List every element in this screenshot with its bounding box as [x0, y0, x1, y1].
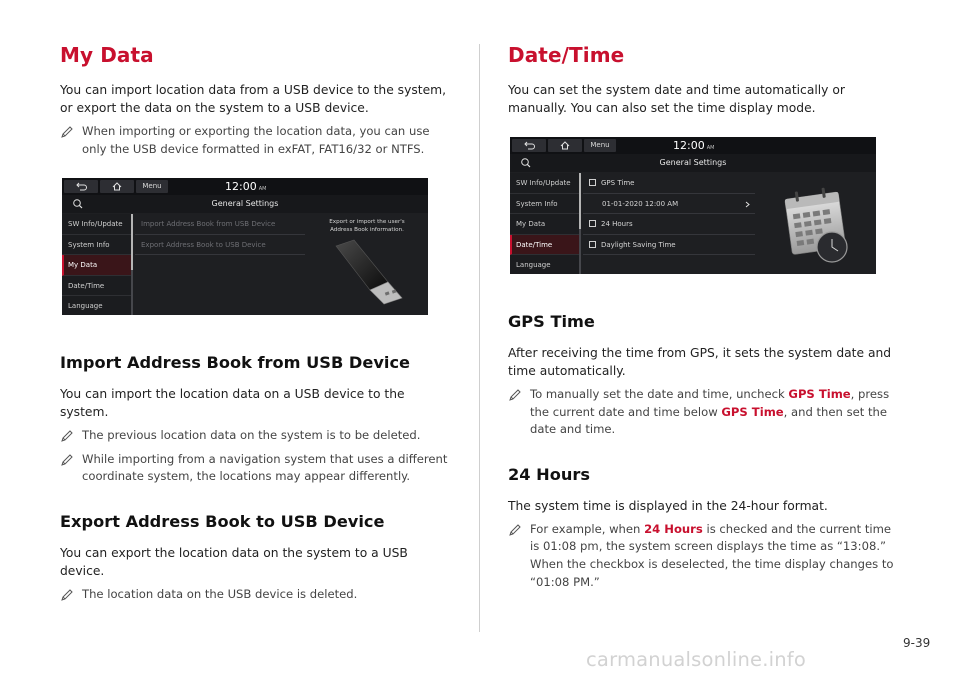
24-hours-heading: 24 Hours	[508, 464, 590, 484]
pencil-icon	[508, 388, 522, 402]
clock-ampm: AM	[706, 145, 715, 151]
note-text: To manually set the date and time, uncheck	[530, 387, 789, 401]
screen-title: General Settings	[659, 158, 727, 167]
note-text: For example, when	[530, 521, 645, 536]
my-data-options	[135, 214, 305, 255]
note-text: , and then set the date and time.	[530, 404, 887, 437]
date-time-screen	[510, 137, 876, 274]
export-note	[60, 586, 448, 604]
home-icon	[560, 141, 570, 150]
my-data-heading: My Data	[60, 43, 154, 67]
clock-ampm: AM	[258, 186, 267, 193]
usb-drive-icon	[330, 236, 414, 306]
import-heading: Import Address Book from USB Device	[60, 353, 411, 373]
note-text: The location data on the USB device is deleted.	[82, 586, 358, 601]
calendar-clock-icon	[782, 181, 852, 267]
menu-button[interactable]: Menu	[584, 139, 616, 152]
clock-time: 12:00	[673, 139, 705, 152]
pencil-icon	[60, 453, 74, 467]
watermark[interactable]: carmanualsonline.info	[586, 648, 806, 671]
24-hours-note	[508, 521, 900, 591]
gps-time-note	[508, 386, 900, 439]
my-data-body: You can import location data from a USB device to the system, or export the data on the system to a USB device.	[60, 83, 447, 115]
my-data-note	[60, 123, 448, 158]
export-body: You can export the location data on the system to a USB device.	[60, 545, 408, 578]
option-gps-time[interactable]	[583, 173, 755, 194]
option-current-date-time[interactable]	[583, 194, 755, 215]
pencil-icon	[508, 523, 522, 537]
settings-sidebar	[62, 214, 131, 315]
note-text: The previous location data on the system is to be deleted.	[82, 428, 421, 443]
sidebar-item-date-time[interactable]: Date/Time	[510, 235, 579, 256]
sidebar-item-date-time[interactable]: Date/Time	[62, 276, 131, 297]
highlight-gps-time: GPS Time	[721, 404, 784, 419]
menu-button[interactable]: Menu	[136, 180, 168, 193]
page-number: 9-39	[903, 636, 931, 650]
export-heading: Export Address Book to USB Device	[60, 511, 385, 531]
highlight-gps-time: GPS Time	[788, 387, 851, 401]
import-body: You can import the location data on a USB device to the system.	[60, 387, 405, 420]
option-label: 24 Hours	[601, 220, 633, 228]
pencil-icon	[60, 125, 74, 139]
24-hours-body: The system time is displayed in the 24-hour format.	[508, 498, 828, 513]
sidebar-item-language[interactable]: Language	[510, 255, 579, 274]
gps-time-heading: GPS Time	[508, 312, 595, 331]
date-time-body: You can set the system date and time automatically or manually. You can also set the time display mode.	[508, 83, 845, 115]
home-icon	[112, 182, 122, 191]
right-column	[508, 40, 900, 591]
scrollbar-thumb[interactable]	[131, 214, 133, 270]
sidebar-item-language[interactable]: Language	[62, 296, 131, 315]
sidebar-item-my-data[interactable]: My Data	[510, 214, 579, 235]
option-export-address-book[interactable]: Export Address Book to USB Device	[135, 235, 305, 256]
screen-top-bar	[510, 137, 876, 154]
date-time-heading: Date/Time	[508, 43, 625, 67]
info-text	[312, 218, 422, 234]
home-button[interactable]	[548, 139, 582, 152]
option-daylight-saving[interactable]	[583, 235, 755, 256]
daylight-saving-checkbox[interactable]	[589, 241, 596, 248]
back-button[interactable]	[64, 180, 98, 193]
chevron-right-icon	[744, 201, 751, 208]
option-24-hours[interactable]	[583, 214, 755, 235]
clock-time: 12:00	[225, 180, 257, 194]
back-button[interactable]	[512, 139, 546, 152]
sidebar-item-system-info[interactable]: System Info	[62, 235, 131, 256]
note-text: , press the current date and time below	[530, 387, 890, 419]
pencil-icon	[60, 588, 74, 602]
sidebar-item-my-data[interactable]: My Data	[62, 255, 131, 276]
back-icon	[76, 182, 87, 191]
column-divider	[479, 44, 480, 632]
left-column	[60, 40, 448, 604]
settings-sidebar	[510, 173, 579, 274]
screen-title: General Settings	[211, 199, 279, 209]
gps-time-body: After receiving the time from GPS, it sets the system date and time automatically.	[508, 346, 892, 378]
gps-time-checkbox[interactable]	[589, 179, 596, 186]
note-text: While importing from a navigation system that uses a different coordinate system, the locations may appear differently.	[82, 451, 448, 484]
date-time-options	[583, 173, 755, 255]
note-text: is checked and the current time is 01:08 pm, the system screen displays the time as “13:08.” When the checkbox is deselected, the time display changes to “01:08 PM.”	[530, 521, 894, 589]
option-import-address-book[interactable]: Import Address Book from USB Device	[135, 214, 305, 235]
back-icon	[524, 141, 535, 150]
sidebar-item-sw-info[interactable]: SW Info/Update	[510, 173, 579, 194]
my-data-screen	[62, 178, 428, 315]
screen-title-row	[62, 195, 428, 213]
import-note-2	[60, 451, 448, 486]
screen-title-row	[510, 154, 876, 172]
home-button[interactable]	[100, 180, 134, 193]
option-label: 01-01-2020 12:00 AM	[602, 199, 679, 208]
pencil-icon	[60, 429, 74, 443]
sidebar-item-system-info[interactable]: System Info	[510, 194, 579, 215]
24-hours-checkbox[interactable]	[589, 220, 596, 227]
option-label: GPS Time	[601, 179, 635, 187]
info-line: Export or import the user's	[329, 219, 405, 226]
import-note-1	[60, 427, 448, 445]
option-label: Daylight Saving Time	[601, 240, 676, 249]
screen-top-bar	[62, 178, 428, 195]
highlight-24-hours: 24 Hours	[644, 521, 703, 536]
scrollbar-thumb[interactable]	[579, 173, 581, 229]
sidebar-item-sw-info[interactable]: SW Info/Update	[62, 214, 131, 235]
info-line: Address Book information.	[330, 227, 404, 234]
note-text: When importing or exporting the location data, you can use only the USB device formatted in exFAT, FAT16/32 or NTFS.	[82, 124, 430, 156]
